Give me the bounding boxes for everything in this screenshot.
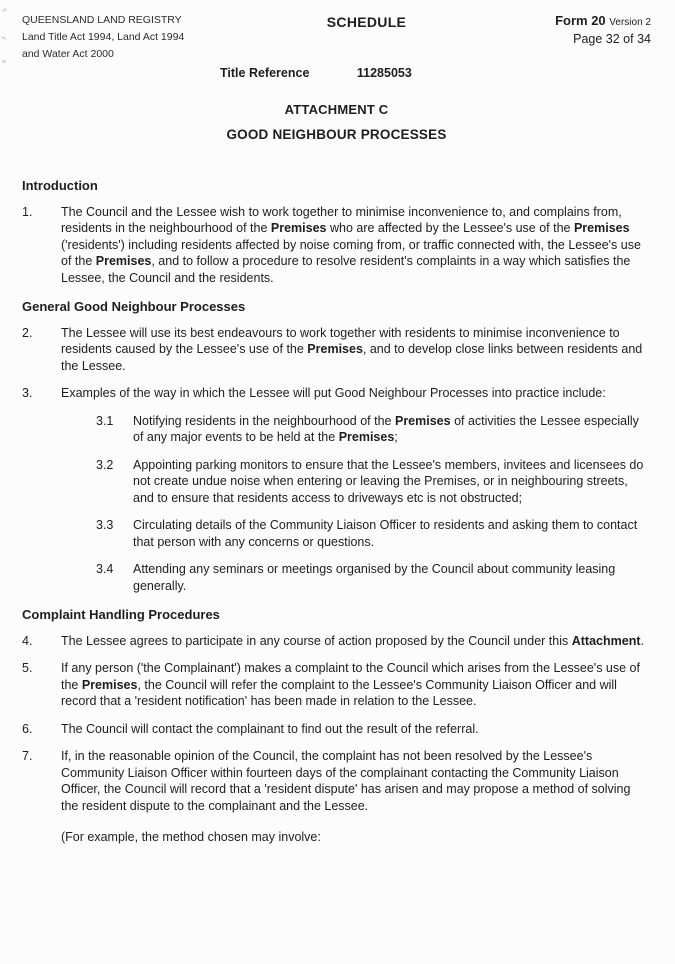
- clause-text: If, in the reasonable opinion of the Council, the complaint has not been resolved by the Lessee's Community Liaison Officer within fourteen days of the complainant contacting the Community Liaison Officer, the Council will record that a 'resident dispute' has arisen and may propose a method of solving the resident dispute to the complainant and the Lessee.: [61, 749, 631, 813]
- clause-text: Appointing parking monitors to ensure that the Lessee's members, invitees and licensees do not create undue noise when entering or leaving the Premises, or in neighbouring streets, and to ensure that residents access to driveways etc is not obstructed;: [133, 457, 644, 505]
- form-line: [501, 12, 651, 28]
- form-info-block: [501, 12, 651, 46]
- clause-number: 7.: [22, 749, 33, 763]
- registry-line-2: Land Title Act 1994, Land Act 1994: [22, 31, 185, 43]
- clause-number: 3.4: [96, 562, 114, 576]
- clause: [22, 204, 651, 287]
- form-name: Form 20: [555, 13, 606, 28]
- section-heading: Introduction: [22, 178, 98, 193]
- title-reference-value: 11285053: [356, 66, 412, 80]
- clause-text: Notifying residents in the neighbourhood of the Premises of activities the Lessee especially of any major events to be held at the Premises;: [133, 413, 639, 444]
- clause: [22, 633, 651, 650]
- registry-line-1: QUEENSLAND LAND REGISTRY: [22, 14, 182, 26]
- clause-number: 3.3: [96, 518, 114, 532]
- clause-number: 3.2: [96, 457, 114, 472]
- schedule-title: SCHEDULE: [326, 14, 407, 30]
- clause-number: 3.1: [96, 413, 114, 428]
- clause: [22, 660, 651, 710]
- clause-number: 2.: [22, 325, 33, 340]
- clause: [22, 325, 651, 375]
- form-version: Version 2: [609, 17, 651, 28]
- clause-number: 6.: [22, 721, 33, 736]
- attachment-heading: ATTACHMENT C: [284, 102, 389, 117]
- clause-text: The Lessee will use its best endeavours to work together with residents to minimise inconvenience to residents caused by the Lessee's use of the Premises, and to develop close links between residents and the Lessee.: [61, 325, 643, 373]
- clause-number: 5.: [22, 661, 33, 675]
- clause-text: Attending any seminars or meetings organised by the Council about community leasing generally.: [133, 562, 616, 593]
- attachment-subheading: GOOD NEIGHBOUR PROCESSES: [226, 127, 447, 142]
- clause-number: 4.: [22, 633, 33, 648]
- clause-text: Examples of the way in which the Lessee will put Good Neighbour Processes into practice include:: [61, 386, 606, 400]
- sub-clause: [96, 561, 651, 594]
- clause: [22, 385, 651, 402]
- clause-number: 1.: [22, 204, 33, 219]
- title-reference-row: [22, 66, 651, 80]
- registry-block: [22, 12, 232, 63]
- clause-text: The Council and the Lessee wish to work together to minimise inconvenience to, and complains from, residents in the neighbourhood of the Premises who are affected by the Lessee's use of the Premises ('residents') including residents affected by noise coming from, or traffic connected with, the Lessee's use of the Premises, and to follow a procedure to resolve resident's complaints in a way which satisfies the Lessee, the Council and the residents.: [61, 204, 641, 285]
- clause-text: Circulating details of the Community Liaison Officer to residents and asking them to contact that person with any concerns or questions.: [133, 518, 638, 549]
- clause-text: If any person ('the Complainant') makes a complaint to the Council which arises from the Lessee's use of the Premises, the Council will refer the complaint to the Lessee's Community Liaison Officer and will record that a 'resident notification' has been made in relation to the Lessee.: [61, 661, 640, 708]
- clause-number: 3.: [22, 386, 33, 400]
- page-header: [22, 12, 651, 63]
- sub-clause: [96, 517, 651, 550]
- title-reference-label: Title Reference: [220, 66, 310, 80]
- registry-line-3: and Water Act 2000: [22, 48, 114, 60]
- clause: [22, 721, 651, 738]
- sub-clause: [96, 413, 651, 446]
- page-number: Page 32 of 34: [573, 32, 651, 46]
- clause-text: The Council will contact the complainant to find out the result of the referral.: [61, 721, 479, 736]
- document-body: [22, 178, 651, 846]
- sub-clause: [96, 457, 651, 507]
- header-center: [232, 12, 501, 30]
- paragraph-continuation: (For example, the method chosen may involve:: [61, 830, 321, 844]
- section-heading: Complaint Handling Procedures: [22, 607, 220, 622]
- clause: [22, 748, 651, 814]
- clause-text: The Lessee agrees to participate in any course of action proposed by the Council under this Attachment.: [61, 633, 644, 648]
- section-heading: General Good Neighbour Processes: [22, 299, 246, 314]
